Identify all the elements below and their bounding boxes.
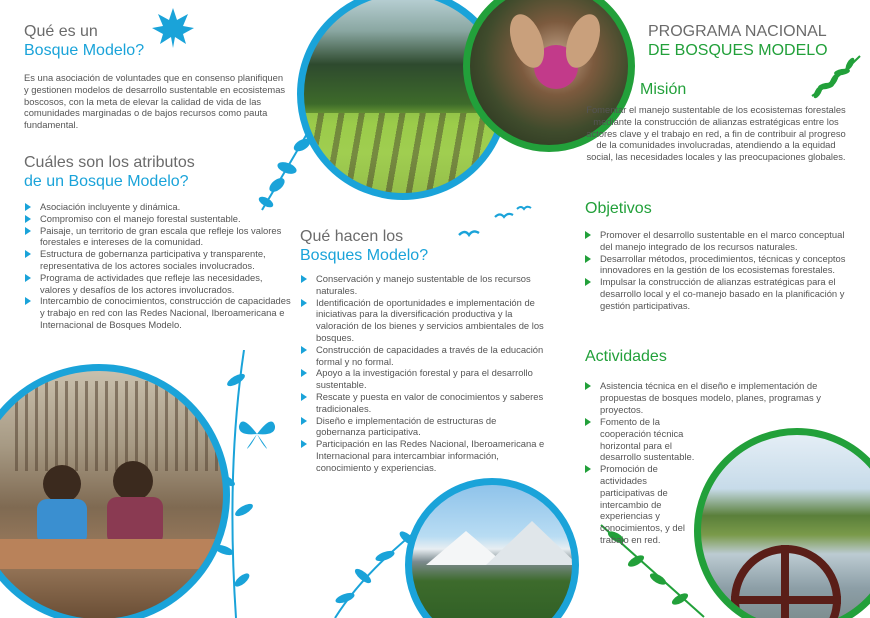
list-item: Intercambio de conocimientos, construcción de capacidades y trabajo en red con las Redes Nacional, Iberoamericana e Internacional de Bosques Modelo. — [24, 295, 292, 330]
list-item: Identificación de oportunidades e implementación de iniciativas para la diversificación productiva y la valoración de los bienes y servicios ambientales de los bosques. — [300, 297, 548, 344]
what-they-do-heading-sub: Bosques Modelo? — [300, 247, 429, 264]
program-title-line1: PROGRAMA NACIONAL — [648, 23, 827, 40]
objetivos-list — [584, 229, 848, 312]
list-item: Rescate y puesta en valor de conocimientos y saberes tradicionales. — [300, 391, 548, 415]
list-item: Asociación incluyente y dinámica. — [24, 201, 292, 213]
list-item: Desarrollar métodos, procedimientos, técnicas y conceptos innovadores en la gestión de los ecosistemas forestales. — [584, 253, 848, 277]
actividades-list — [584, 380, 846, 415]
list-item: Participación en las Redes Nacional, Iberoamericana e Internacional para intercambiar información, conocimiento y experiencias. — [300, 438, 548, 473]
actividades-heading: Actividades — [585, 348, 667, 365]
attributes-heading: Cuáles son los atributos — [24, 154, 195, 171]
what-they-do-list — [300, 273, 548, 474]
list-item: Paisaje, un territorio de gran escala que refleje los valores forestales e intereses de la comunidad. — [24, 225, 292, 249]
what-they-do-section — [300, 227, 548, 474]
list-item: Estructura de gobernanza participativa y transparente, representativa de los actores sociales involucrados. — [24, 248, 292, 272]
list-item: Construcción de capacidades a través de la educación formal y no formal. — [300, 344, 548, 368]
list-item: Promover el desarrollo sustentable en el marco conceptual del manejo integrado de los recursos naturales. — [584, 229, 848, 253]
objetivos-heading: Objetivos — [585, 200, 652, 217]
list-item: Fomento de la cooperación técnica horizontal para el desarrollo sustentable. — [584, 416, 702, 463]
mision-heading: Misión — [640, 81, 687, 98]
list-item: Apoyo a la investigación forestal y para el desarrollo sustentable. — [300, 367, 548, 391]
attributes-heading-sub: de un Bosque Modelo? — [24, 173, 189, 190]
what-is-section — [24, 22, 286, 131]
what-is-heading: Qué es un — [24, 23, 98, 40]
children-photo — [0, 364, 230, 618]
mountain-forest-photo — [405, 478, 579, 618]
attributes-list — [24, 201, 292, 331]
list-item: Compromiso con el manejo forestal sustentable. — [24, 213, 292, 225]
actividades-list-narrow — [584, 416, 702, 546]
list-item: Conservación y manejo sustentable de los recursos naturales. — [300, 273, 548, 297]
list-item: Asistencia técnica en el diseño e implementación de propuestas de bosques modelo, planes, programas y proyectos. — [584, 380, 846, 415]
program-title — [648, 22, 848, 60]
what-is-body: Es una asociación de voluntades que en consenso planifiquen y gestionen modelos de desarrollo sustentable en ecosistemas boscosos, con la meta de elevar la calidad de vida de las comunidades marginadas o de bajos recursos como pauta fundamental. — [24, 72, 286, 131]
list-item: Programa de actividades que refleje las necesidades, valores y desafíos de los actores involucrados. — [24, 272, 292, 296]
program-title-line2: DE BOSQUES MODELO — [648, 42, 828, 59]
attributes-section — [24, 153, 292, 331]
mision-body: Fomentar el manejo sustentable de los ecosistemas forestales mediante la construcción de alianzas estratégicas entre los actores clave y el trabajo en red, a fin de contribuir al progreso de la comunidades involucradas, atendiendo a la equidad social, las necesidades locales y las preocupaciones globales. — [586, 104, 846, 163]
river-landscape-photo — [694, 428, 870, 618]
list-item: Promoción de actividades participativas de intercambio de experiencias y conocimientos, y del trabajo en red. — [584, 463, 702, 546]
list-item: Impulsar la construcción de alianzas estratégicas para el desarrollo local y el co-manejo basado en la planificación y gestión participativas. — [584, 276, 848, 311]
what-is-heading-sub: Bosque Modelo? — [24, 42, 145, 59]
what-they-do-heading: Qué hacen los — [300, 228, 404, 245]
list-item: Diseño e implementación de estructuras de gobernanza participativa. — [300, 415, 548, 439]
